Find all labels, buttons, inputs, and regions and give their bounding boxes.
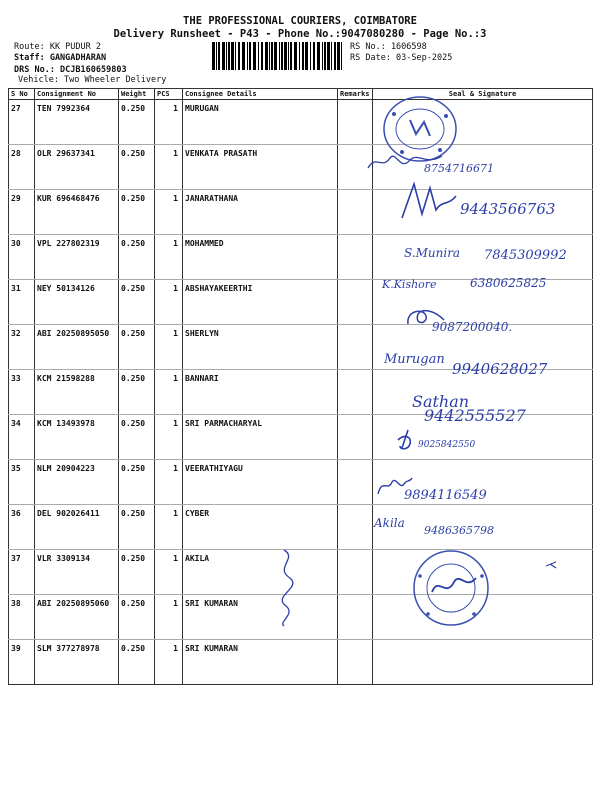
barcode-bar [231,42,234,70]
cell-consignee: SRI KUMARAN [183,595,338,640]
cell-consignment: KCM 13493978 [35,415,119,460]
cell-weight: 0.250 [119,640,155,685]
cell-weight: 0.250 [119,325,155,370]
cell-consignment: NLM 20904223 [35,460,119,505]
handwritten-name-34: Sathan [412,392,470,411]
cell-sno: 34 [9,415,35,460]
col-signature: Seal & Signature [373,89,593,100]
handwritten-phone-34: 9442555527 [424,406,526,425]
cell-sno: 32 [9,325,35,370]
cell-pcs: 1 [155,190,183,235]
barcode-bar [341,42,342,70]
col-remarks: Remarks [338,89,373,100]
signature-squiggle-38 [264,548,304,628]
handwritten-phone-35: 9025842550 [418,440,476,450]
barcode-bar [294,42,297,70]
barcode-bar [302,42,304,70]
cell-consignment: KCM 21598288 [35,370,119,415]
col-weight: Weight [119,89,155,100]
barcode-bar [337,42,340,70]
cell-consignment: KUR 696468476 [35,190,119,235]
cell-weight: 0.250 [119,505,155,550]
col-consignee: Consignee Details [183,89,338,100]
vehicle-label: Vehicle: Two Wheeler Delivery [18,75,167,85]
cell-consignee: JANARATHANA [183,190,338,235]
barcode-bar [242,42,245,70]
barcode-bar [249,42,251,70]
barcode-bar [284,42,287,70]
cell-remarks [338,415,373,460]
cell-consignment: VLR 3309134 [35,550,119,595]
signature-row-29 [396,180,460,222]
handwritten-name-37: Akila [374,516,405,530]
cell-consignment: DEL 902026411 [35,505,119,550]
cell-pcs: 1 [155,595,183,640]
cell-remarks [338,190,373,235]
cell-pcs: 1 [155,235,183,280]
handwritten-name-31a: S.Munira [404,246,461,260]
cell-sno: 31 [9,280,35,325]
cell-consignee: MOHAMMED [183,235,338,280]
table-row [9,460,593,505]
handwritten-phone-31b: 6380625825 [470,276,547,290]
cell-remarks [338,550,373,595]
cell-remarks [338,505,373,550]
cell-consignee: BANNARI [183,370,338,415]
barcode-bar [317,42,320,70]
barcode-bar [253,42,256,70]
cell-consignee: MURUGAN [183,100,338,145]
cell-sno: 29 [9,190,35,235]
cell-pcs: 1 [155,370,183,415]
cell-sno: 38 [9,595,35,640]
cell-remarks [338,100,373,145]
cell-consignee: AKILA [183,550,338,595]
cell-sno: 35 [9,460,35,505]
cell-pcs: 1 [155,550,183,595]
cell-consignee: SRI KUMARAN [183,640,338,685]
cell-sno: 39 [9,640,35,685]
cell-consignment: SLM 377278978 [35,640,119,685]
barcode-bar [228,42,230,70]
cell-sno: 27 [9,100,35,145]
handwritten-phone-29: 9443566763 [460,200,556,218]
cell-weight: 0.250 [119,145,155,190]
barcode-bar [265,42,268,70]
cell-remarks [338,640,373,685]
company-name: THE PROFESSIONAL COURIERS, COIMBATORE [183,15,417,27]
cell-sno: 30 [9,235,35,280]
cell-sno: 33 [9,370,35,415]
barcode-bar [238,42,240,70]
cell-pcs: 1 [155,280,183,325]
cell-weight: 0.250 [119,550,155,595]
barcode-bar [281,42,283,70]
tick-mark [544,560,558,570]
barcode [212,42,345,70]
cell-consignee: SHERLYN [183,325,338,370]
cell-pcs: 1 [155,640,183,685]
barcode-bar [334,42,336,70]
barcode-bar [322,42,323,70]
cell-pcs: 1 [155,145,183,190]
barcode-bar [310,42,311,70]
barcode-bar [218,42,220,70]
cell-consignee: VENKATA PRASATH [183,145,338,190]
cell-consignment: NEY 50134126 [35,280,119,325]
barcode-bar [226,42,227,70]
cell-weight: 0.250 [119,460,155,505]
barcode-bar [327,42,330,70]
cell-remarks [338,460,373,505]
cell-weight: 0.250 [119,280,155,325]
barcode-bar [313,42,315,70]
cell-signature [373,640,593,685]
barcode-bar [274,42,277,70]
runsheet-title: Delivery Runsheet - P43 - Phone No.:9047080280 - Page No.:3 [113,28,487,40]
handwritten-phone-32: 9087200040. [432,320,513,334]
cell-pcs: 1 [155,460,183,505]
signature-row-35 [396,428,416,452]
cell-consignment: TEN 7992364 [35,100,119,145]
drs-number: DRS No.: DCJB160659803 [14,65,127,75]
handwritten-phone-36: 9894116549 [404,488,487,503]
cell-weight: 0.250 [119,595,155,640]
cell-consignee: CYBER [183,505,338,550]
cell-consignment: ABI 20250895060 [35,595,119,640]
barcode-bar [331,42,332,70]
cell-remarks [338,595,373,640]
barcode-bar [269,42,270,70]
barcode-bar [271,42,273,70]
company-seal-stamp-2 [410,548,492,628]
table-row [9,640,593,685]
cell-remarks [338,325,373,370]
handwritten-name-33: Murugan [384,352,445,367]
cell-consignment: ABI 20250895050 [35,325,119,370]
cell-pcs: 1 [155,505,183,550]
cell-consignee: ABSHAYAKEERTHI [183,280,338,325]
table-header-row [9,89,593,100]
cell-sno: 28 [9,145,35,190]
handwritten-phone-28: 8754716671 [424,162,494,175]
barcode-bar [212,42,215,70]
barcode-bar [305,42,308,70]
cell-sno: 37 [9,550,35,595]
barcode-bar [216,42,217,70]
barcode-bar [290,42,292,70]
cell-weight: 0.250 [119,235,155,280]
cell-consignee: SRI PARMACHARYAL [183,415,338,460]
barcode-bar [247,42,248,70]
barcode-bar [299,42,300,70]
barcode-bar [222,42,225,70]
cell-weight: 0.250 [119,100,155,145]
rs-date: RS Date: 03-Sep-2025 [350,53,453,63]
col-sno: S No [9,89,35,100]
route-label: Route: KK PUDUR 2 [14,42,101,52]
table-row [9,145,593,190]
rs-number: RS No.: 1606598 [350,42,427,52]
cell-remarks [338,280,373,325]
cell-pcs: 1 [155,325,183,370]
cell-sno: 36 [9,505,35,550]
cell-remarks [338,235,373,280]
barcode-bar [258,42,259,70]
col-consignment: Consignment No [35,89,119,100]
cell-consignment: VPL 227802319 [35,235,119,280]
cell-weight: 0.250 [119,370,155,415]
handwritten-phone-31a: 7845309992 [484,248,567,263]
barcode-bar [324,42,326,70]
cell-consignment: OLR 29637341 [35,145,119,190]
barcode-bar [279,42,280,70]
staff-label: Staff: GANGADHARAN [14,53,107,63]
handwritten-phone-37: 9486365798 [424,524,494,537]
table-row [9,505,593,550]
cell-pcs: 1 [155,415,183,460]
cell-remarks [338,370,373,415]
handwritten-phone-33: 9940628027 [452,360,548,378]
table-row [9,100,593,145]
cell-pcs: 1 [155,100,183,145]
cell-consignee: VEERATHIYAGU [183,460,338,505]
barcode-bar [235,42,236,70]
cell-weight: 0.250 [119,415,155,460]
barcode-bar [261,42,263,70]
handwritten-name-31b: K.Kishore [382,278,437,291]
cell-weight: 0.250 [119,190,155,235]
col-pcs: PCS [155,89,183,100]
barcode-bar [288,42,289,70]
